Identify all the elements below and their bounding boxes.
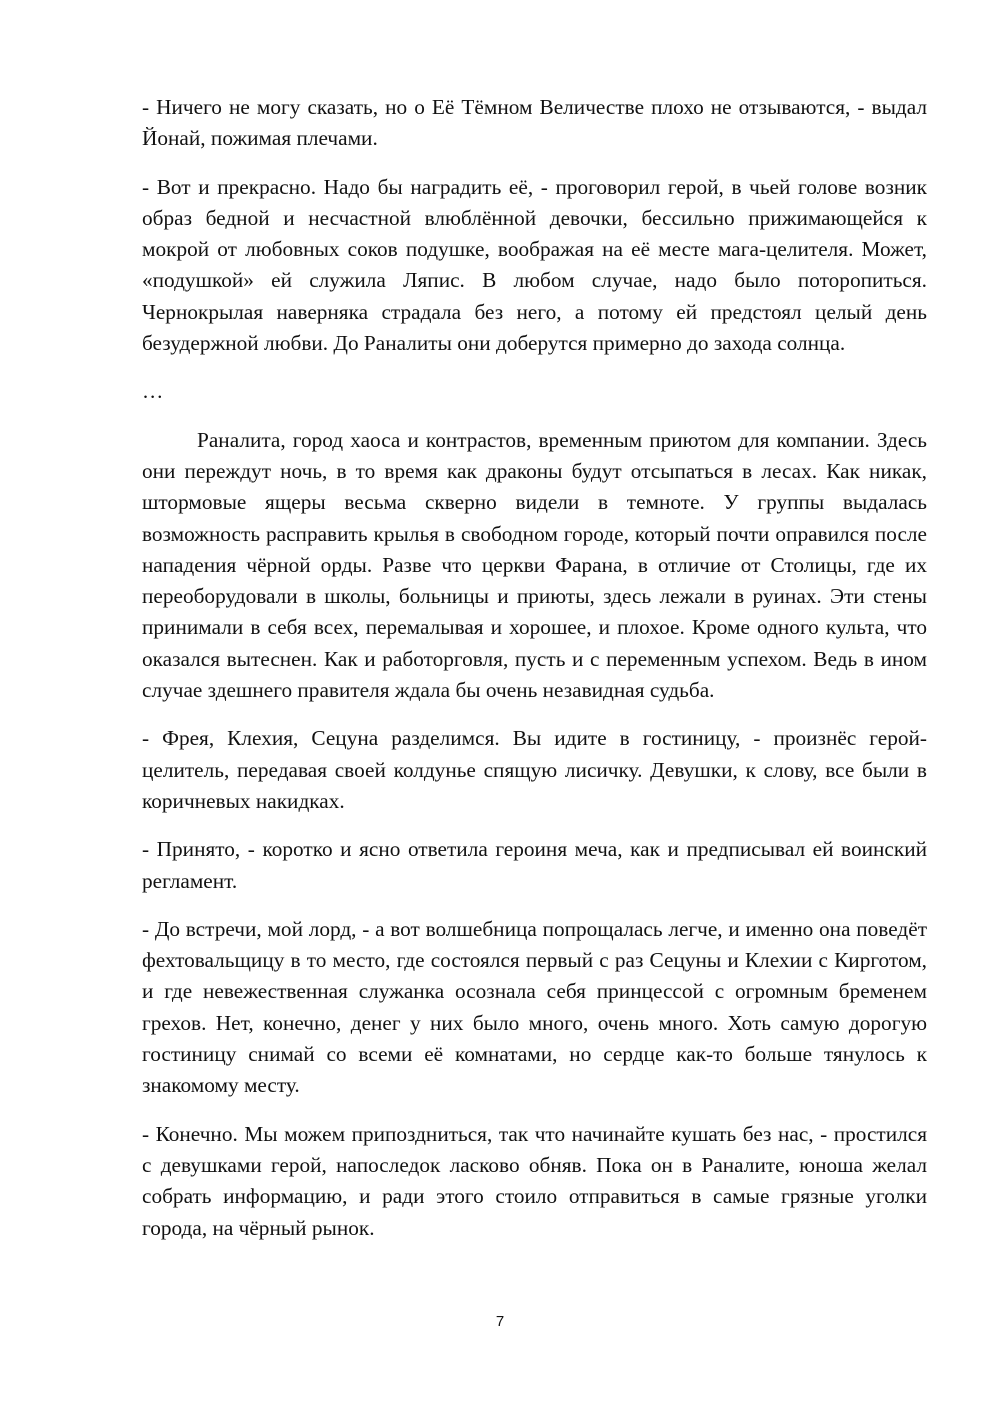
paragraph-2: - Вот и прекрасно. Надо бы наградить её, - проговорил герой, в чьей голове возник образ бедной и несчастной влюблённой девочки, бессильно прижимающейся к мокрой от любовных соков подушке, воображая на её месте мага-целителя. Может, «подушкой» ей служила Ляпис. В любом случае, надо было поторопиться. Чернокрылая наверняка страдала без него, а потому ей предстоял целый день безудержной любви. До Раналиты они доберутся примерно до захода солнца. xyxy=(142,174,927,356)
paragraph-1: - Ничего не могу сказать, но о Её Тёмном Величестве плохо не отзываются, - выдал Йонай, пожимая плечами. xyxy=(142,95,927,151)
paragraph-4: - Фрея, Клехия, Сецуна разделимся. Вы идите в гостиницу, - произнёс герой-целитель, передавая своей колдунье спящую лисичку. Девушки, к слову, все были в коричневых накидках. xyxy=(142,726,927,813)
page-body xyxy=(142,92,927,1261)
paragraph-6: - До встречи, мой лорд, - а вот волшебница попрощалась легче, и именно она поведёт фехтовальщицу в то место, где состоялся первый с раз Сецуны и Клехии с Кирготом, и где невежественная служанка осознала себя принцессой с огромным бременем грехов. Нет, конечно, денег у них было много, очень много. Хоть самую дорогую гостиницу снимай со всеми её комнатами, но сердце как-то больше тянулось к знакомому месту. xyxy=(142,916,927,1098)
scene-break: … xyxy=(142,379,164,404)
paragraph-5: - Принято, - коротко и ясно ответила героиня меча, как и предписывал ей воинский регламент. xyxy=(142,837,927,893)
page-number: 7 xyxy=(495,1313,505,1330)
paragraph-7: - Конечно. Мы можем припоздниться, так что начинайте кушать без нас, - простился с девушками герой, напоследок ласково обняв. Пока он в Раналите, юноша желал собрать информацию, и ради этого стоило отправиться в самые грязные уголки города, на чёрный рынок. xyxy=(142,1121,927,1240)
paragraph-3: Раналита, город хаоса и контрастов, временным приютом для компании. Здесь они переждут ночь, в то время как драконы будут отсыпаться в лесах. Как никак, штормовые ящеры весьма скверно видели в темноте. У группы выдалась возможность расправить крылья в свободном городе, который почти оправился после нападения чёрной орды. Разве что церкви Фарана, в отличие от Столицы, где их переоборудовали в школы, больницы и приюты, здесь лежали в руинах. Эти стены принимали в себя всех, перемалывая и хорошее, и плохое. Кроме одного культа, что оказался вытеснен. Как и работорговля, пусть и с переменным успехом. Ведь в ином случае здешнего правителя ждала бы очень незавидная судьба. xyxy=(142,427,927,703)
